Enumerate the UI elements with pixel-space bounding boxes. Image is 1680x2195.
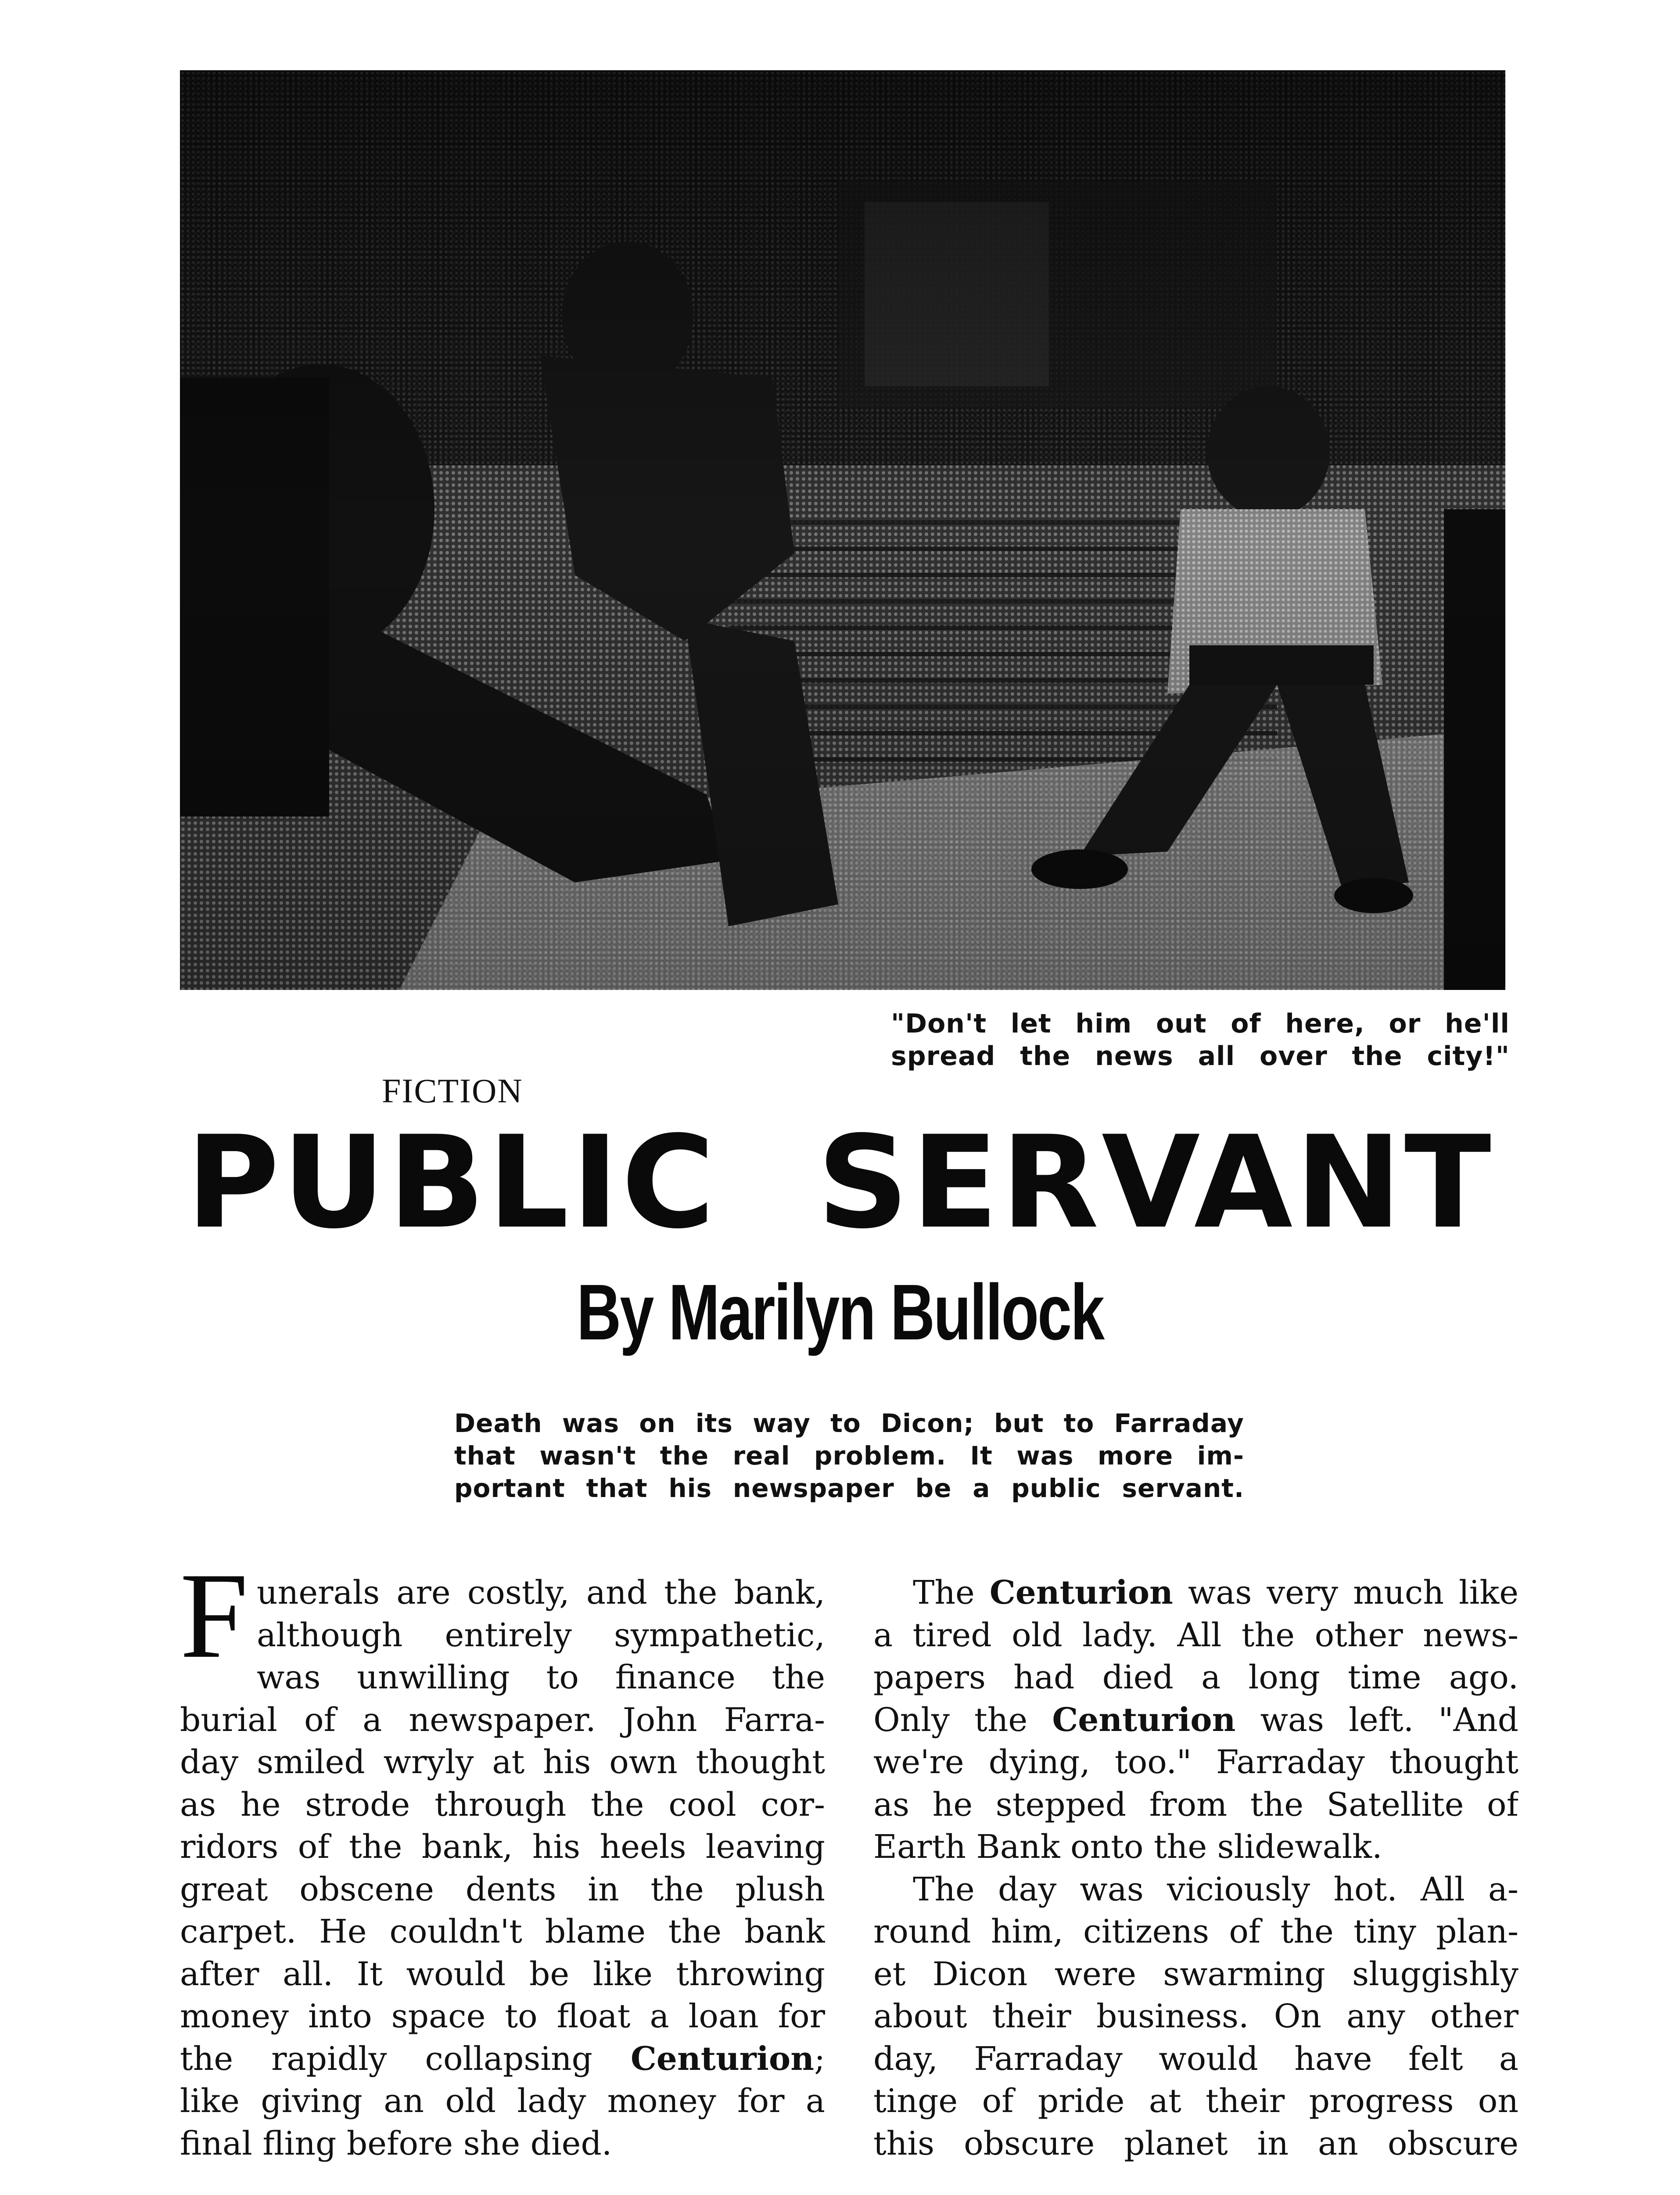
- body-line: like giving an old lady money for a: [180, 2082, 825, 2120]
- newspaper-name: Centurion: [1052, 1701, 1236, 1739]
- story-title: PUBLIC SERVANT: [186, 1109, 1494, 1257]
- body-line: Earth Bank onto the slidewalk.: [873, 1828, 1382, 1866]
- body-text: was very much like: [1188, 1574, 1518, 1612]
- body-line: [873, 1572, 1518, 1614]
- body-line: we're dying, too." Farraday thought: [873, 1743, 1518, 1781]
- body-line: [873, 1699, 1518, 1742]
- deck-line: that wasn't the real problem. It was more im-: [454, 1441, 1244, 1471]
- deck-line: Death was on its way to Dicon; but to Farraday: [454, 1408, 1244, 1438]
- body-text: the rapidly collapsing: [180, 2040, 593, 2078]
- body-line: although entirely sympathetic,: [257, 1616, 825, 1654]
- body-line: unerals are costly, and the bank,: [257, 1574, 825, 1612]
- body-line: as he strode through the cool cor-: [180, 1785, 825, 1824]
- body-text: The: [913, 1574, 975, 1612]
- drop-cap: F: [180, 1547, 248, 1684]
- body-line: about their business. On any other: [873, 1997, 1518, 2035]
- body-line: a tired old lady. All the other news-: [873, 1616, 1518, 1654]
- body-line: et Dicon were swarming sluggishly: [873, 1955, 1518, 1993]
- body-line: The day was viciously hot. All a-: [913, 1870, 1518, 1908]
- newspaper-name: Centurion: [631, 2040, 815, 2078]
- body-line: money into space to float a loan for: [180, 1997, 825, 2035]
- illustration-caption: [891, 1008, 1510, 1072]
- body-line: day, Farraday would have felt a: [873, 2040, 1518, 2078]
- story-deck: [454, 1407, 1244, 1504]
- body-line: this obscure planet in an obscure: [873, 2124, 1518, 2163]
- body-line: papers had died a long time ago.: [873, 1659, 1518, 1696]
- caption-line: spread the news all over the city!": [891, 1041, 1510, 1072]
- body-line: was unwilling to finance the: [257, 1659, 825, 1696]
- author-byline: By Marilyn Bullock: [577, 1268, 1103, 1357]
- body-line: as he stepped from the Satellite of: [873, 1785, 1518, 1824]
- body-line: after all. It would be like throwing: [180, 1955, 825, 1993]
- body-text: ;: [814, 2040, 825, 2078]
- body-column-left: [180, 1572, 825, 2165]
- body-line: carpet. He couldn't blame the bank: [180, 1913, 825, 1950]
- halftone-illustration-icon: [180, 70, 1505, 990]
- body-line: [180, 2038, 825, 2080]
- body-line: round him, citizens of the tiny plan-: [873, 1913, 1518, 1950]
- body-column-right: [873, 1572, 1518, 2165]
- caption-line: "Don't let him out of here, or he'll: [891, 1008, 1510, 1039]
- story-illustration: [180, 70, 1505, 990]
- body-text: Only the: [873, 1701, 1028, 1739]
- body-line: day smiled wryly at his own thought: [180, 1743, 825, 1781]
- newspaper-name: Centurion: [989, 1574, 1173, 1612]
- body-line: ridors of the bank, his heels leaving: [180, 1828, 825, 1866]
- section-label: FICTION: [382, 1072, 523, 1110]
- body-line: tinge of pride at their progress on: [873, 2082, 1518, 2120]
- body-text: was left. "And: [1260, 1701, 1518, 1739]
- body-line: final fling before she died.: [180, 2124, 612, 2163]
- body-line: great obscene dents in the plush: [180, 1870, 825, 1908]
- body-line: burial of a newspaper. John Farra-: [180, 1701, 825, 1739]
- deck-line: portant that his newspaper be a public servant.: [454, 1473, 1244, 1503]
